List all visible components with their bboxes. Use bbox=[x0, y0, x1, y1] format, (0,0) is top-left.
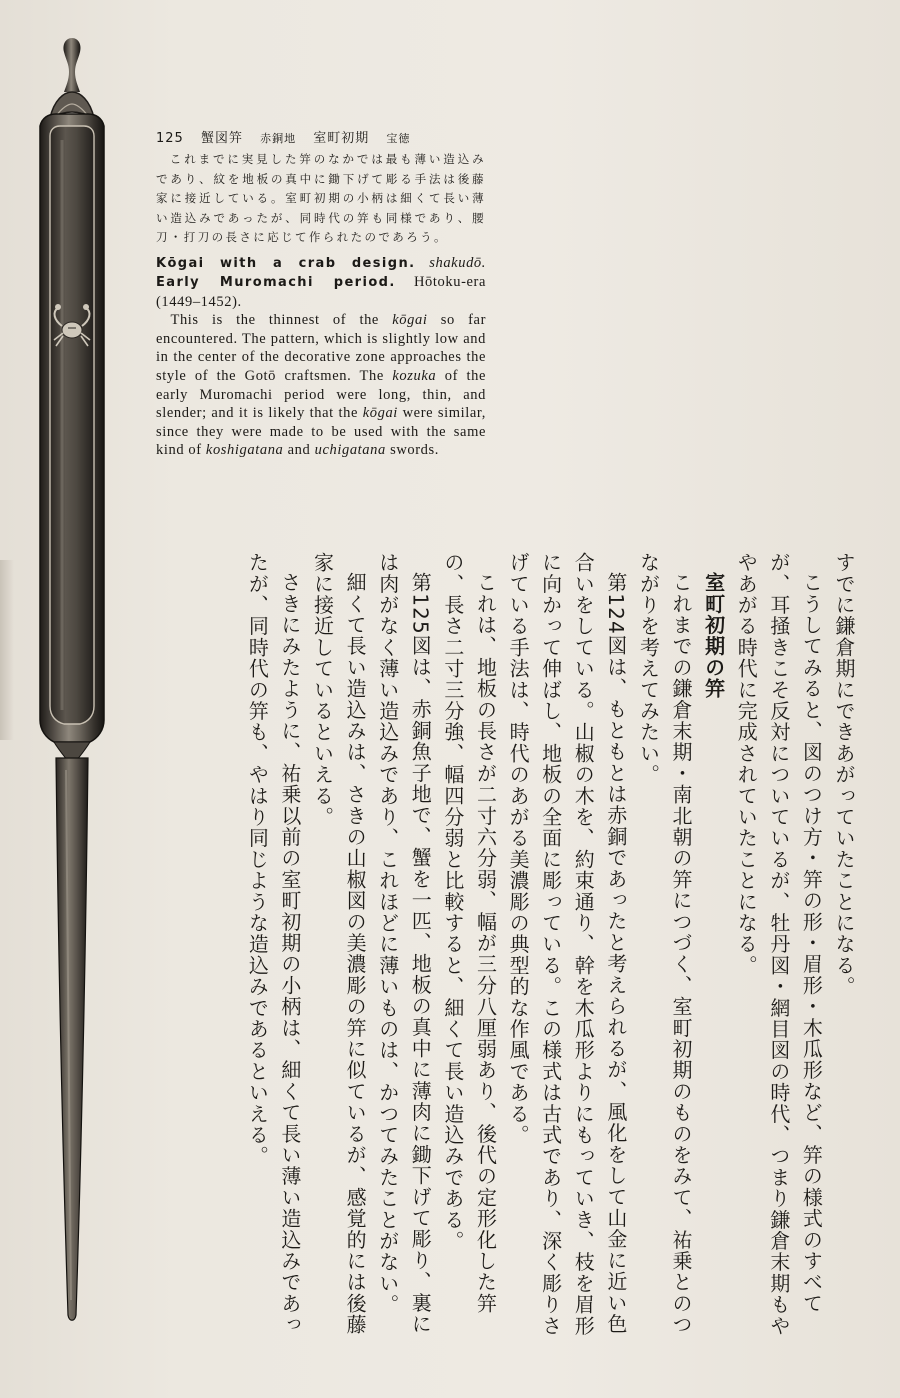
adjacent-page-edge bbox=[0, 560, 14, 740]
caption-en-title-1: Kōgai with a crab design. bbox=[156, 255, 416, 271]
caption-english bbox=[156, 254, 486, 461]
caption-era: 宝徳 bbox=[386, 132, 411, 145]
caption-number: 125 bbox=[156, 131, 184, 146]
caption-en-body: This is the thinnest of the kōgai so far encountered. The pattern, which is slightly low and in the center of the decorative zone approaches the style of the Gotō craftsmen. The kozuka of the early Muromachi period were long, thin, and slender; and it is likely that the kōgai were similar, since they were made to be used with the same kind of koshigatana and uchigatana swords. bbox=[156, 312, 487, 459]
paragraph-4: 第124図は、もともとは赤銅であったと考えられるが、風化をして山金に近い色合いをしている。山椒の木を、約束通り、幹を木瓜形よりにもっていき、枝を眉形に向かって伸ばし、地板の全面に彫っている。この様式は古式であり、深く彫りさげている手法は、時代のあがる美濃彫の典型的な作風である。 bbox=[506, 552, 628, 1337]
caption-material: 赤銅地 bbox=[260, 132, 297, 145]
paragraph-7: 細くて長い造込みは、さきの山椒図の美濃彫の笄に似ているが、感覚的には後藤家に接近しているといえる。 bbox=[310, 552, 368, 1336]
caption-period: 室町初期 bbox=[313, 131, 370, 146]
kogai-crab-design-photo bbox=[20, 30, 130, 1330]
caption-jp-body: これまでに実見した笄のなかでは最も薄い造込みであり、紋を地板の真中に鋤下げて彫る手法は後藤家に接近している。室町初期の小柄は細くて長い薄い造込みであったが、同時代の笄も同様であり、腰刀・打刀の長さに応じて作られたのであろう。 bbox=[156, 152, 486, 244]
caption-en-material: shakudō. bbox=[429, 254, 486, 271]
paragraph-1: すでに鎌倉期にできあがっていたことになる。 bbox=[832, 552, 856, 998]
caption-en-era: Hōtoku-era (1449–1452). bbox=[156, 274, 486, 310]
paragraph-3: これまでの鎌倉末期・南北朝の笄につづく、室町初期のものをみて、祐乗とのつながりを考えてみたい。 bbox=[636, 552, 694, 1336]
figure-caption bbox=[156, 128, 486, 460]
section-heading: 室町初期の笄 bbox=[701, 572, 726, 700]
paragraph-8: さきにみたように、祐乗以前の室町初期の小柄は、細くて長い薄い造込みであったが、同時代の笄も、やはり同じような造込みであるといえる。 bbox=[245, 552, 302, 1336]
caption-title-row bbox=[156, 128, 486, 150]
main-body-text bbox=[241, 552, 860, 1342]
caption-en-title-2: Early Muromachi period. bbox=[156, 275, 396, 291]
caption-jp-title: 蟹図笄 bbox=[200, 131, 243, 146]
paragraph-5: これは、地板の長さが二寸六分弱、幅が三分八厘弱あり、後代の定形化した笄の、長さ二寸三分強、幅四分弱と比較すると、細くて長い造込みである。 bbox=[440, 552, 498, 1314]
paragraph-6: 第125図は、赤銅魚子地で、蟹を一匹、地板の真中に薄肉に鋤下げて彫り、裏には肉がなく薄い造込みであり、これほどに薄いものは、かつてみたことがない。 bbox=[375, 552, 433, 1335]
paragraph-2: こうしてみると、図のつけ方・笄の形・眉形・木瓜形など、笄の様式のすべてが、耳掻きこそ反対についているが、牡丹図・網目図の時代、つまり鎌倉末期もややあがる時代に完成されていたことになる。 bbox=[734, 552, 824, 1337]
